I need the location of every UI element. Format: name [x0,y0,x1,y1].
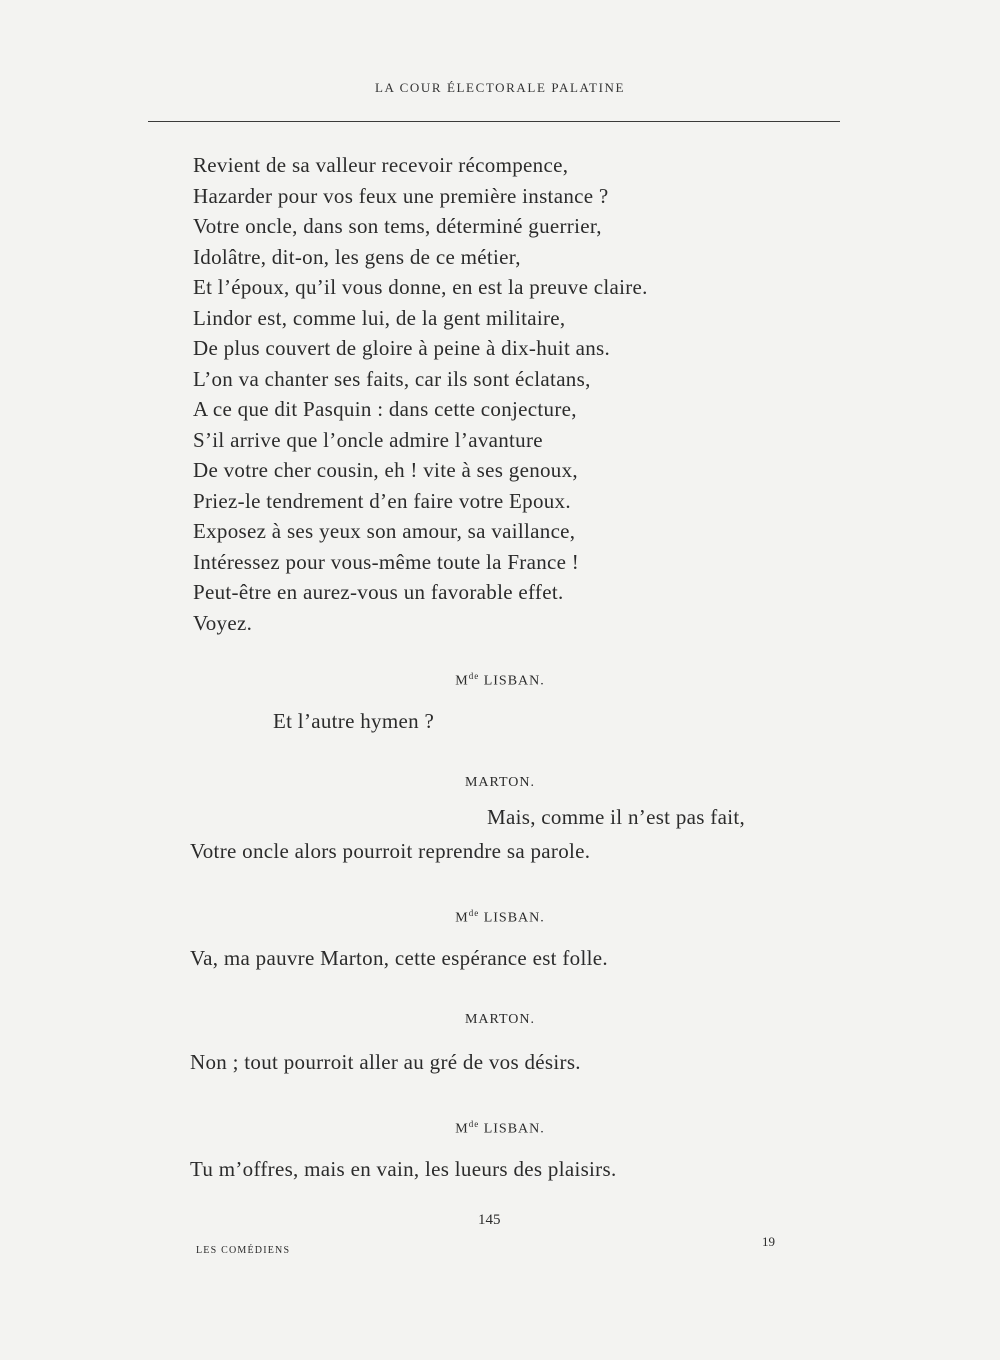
page-number: 145 [478,1212,501,1228]
speaker-prefix-superscript: de [468,1119,480,1129]
verse-line: Intéressez pour vous-même toute la France ! [193,549,580,574]
speaker-heading-lisban [0,908,1000,927]
dialogue-line: Mais, comme il n’est pas fait, [487,805,746,829]
speaker-name: MARTON. [464,775,536,790]
verse-line: Priez-le tendrement d’en faire votre Epoux. [193,488,571,513]
dialogue-line: Et l’autre hymen ? [273,709,435,733]
verse-line: S’il arrive que l’oncle admire l’avanture [193,427,543,452]
verse-line: Et l’époux, qu’il vous donne, en est la preuve claire. [193,275,648,299]
speaker-prefix-superscript: de [468,671,480,681]
speaker-heading-lisban [0,671,1000,690]
speaker-heading-marton [0,775,1000,791]
verse-line: De votre cher cousin, eh ! vite à ses genoux, [193,458,578,482]
dialogue-line: Tu m’offres, mais en vain, les lueurs des plaisirs. [190,1157,617,1181]
speaker-name: LISBAN. [479,910,545,926]
verse-line: Idolâtre, dit-on, les gens de ce métier, [193,244,521,269]
verse-line: Exposez à ses yeux son amour, sa vaillance, [193,519,576,543]
dialogue-line: Votre oncle alors pourroit reprendre sa parole. [190,839,591,863]
speaker-name: MARTON. [464,1012,536,1027]
speaker-name: LISBAN. [479,1121,545,1137]
dialogue-line: Non ; tout pourroit aller au gré de vos désirs. [190,1050,581,1074]
speaker-heading-marton [0,1012,1000,1028]
verse-line: Revient de sa valleur recevoir récompence, [193,153,569,177]
speaker-prefix: M [455,1121,469,1137]
verse-line: A ce que dit Pasquin : dans cette conjecture, [193,397,577,421]
speaker-prefix: M [455,673,469,689]
running-head-title: LA COUR ÉLECTORALE PALATINE [374,80,626,95]
header-rule [148,121,840,122]
verse-line: Hazarder pour vos feux une première instance ? [193,183,609,208]
verse-line: Lindor est, comme lui, de la gent militaire, [193,305,566,330]
collection-title: LES COMÉDIENS [196,1245,291,1256]
speaker-name: LISBAN. [479,673,545,689]
signature-mark: 19 [762,1234,775,1249]
verse-line: Votre oncle, dans son tems, déterminé guerrier, [193,214,602,238]
speaker-prefix: M [455,910,469,926]
verse-line: L’on va chanter ses faits, car ils sont éclatans, [193,366,591,391]
speaker-prefix-superscript: de [468,908,480,918]
verse-line: De plus couvert de gloire à peine à dix-huit ans. [193,336,611,360]
speaker-heading-lisban [0,1119,1000,1138]
verse-block [193,150,833,638]
verse-line: Peut-être en aurez-vous un favorable effet. [193,580,564,604]
verse-line: Voyez. [193,610,253,635]
dialogue-line: Va, ma pauvre Marton, cette espérance est folle. [190,946,608,970]
